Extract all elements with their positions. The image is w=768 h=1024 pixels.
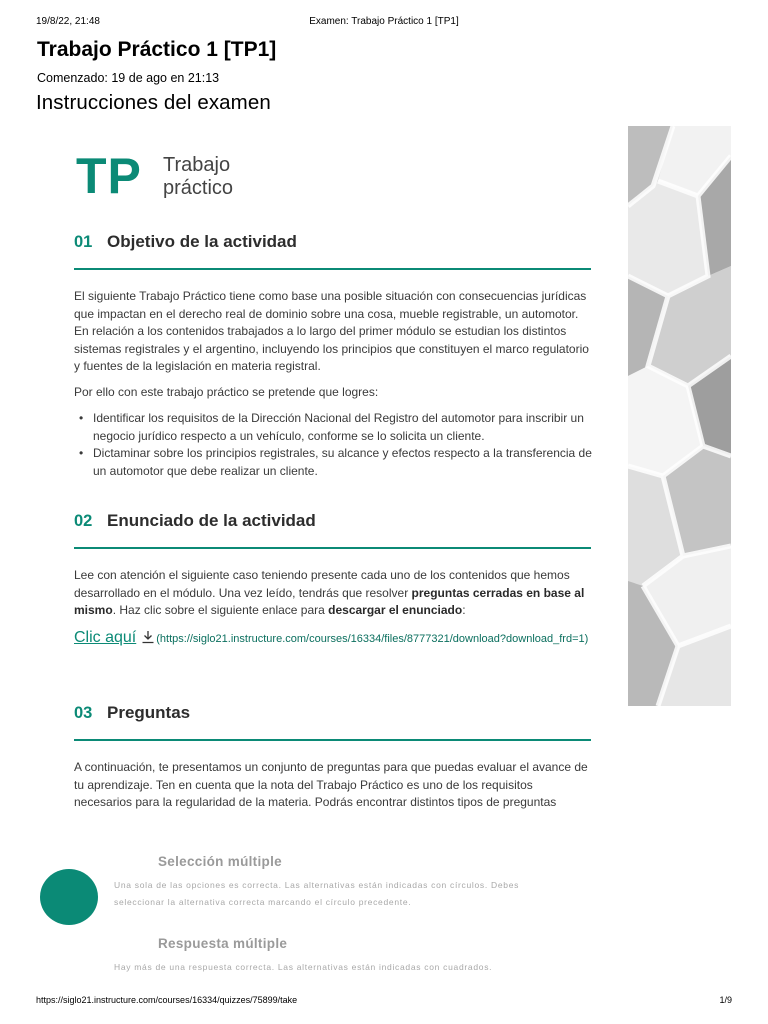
- print-page-number: 1/9: [719, 995, 732, 1005]
- section-title: Enunciado de la actividad: [107, 511, 316, 530]
- started-info: [37, 71, 219, 85]
- download-url[interactable]: (https://siglo21.instructure.com/courses/16334/files/8777321/download?download_frd=1): [156, 633, 589, 645]
- section-title: Preguntas: [107, 703, 191, 722]
- list-item: • Identificar los requisitos de la Dirección Nacional del Registro del automotor para inscribir un negocio jurídico respecto a un vehículo, conforme se lo solicita un cliente.: [79, 410, 594, 445]
- exam-title: Trabajo Práctico 1 [TP1]: [37, 38, 277, 61]
- print-url: https://siglo21.instructure.com/courses/16334/quizzes/75899/take: [36, 995, 298, 1005]
- section-divider: [74, 268, 591, 270]
- started-value: 19 de ago en 21:13: [111, 71, 220, 85]
- section-title: Objetivo de la actividad: [107, 232, 297, 251]
- print-footer: [36, 995, 732, 1009]
- section-number: 03: [74, 704, 93, 722]
- tp-logo-letters: TP: [76, 148, 142, 204]
- qtype-desc-respuesta: Hay más de una respuesta correcta. Las alternativas están indicadas con cuadrados.: [114, 962, 493, 972]
- qtype-title-seleccion: Selección múltiple: [158, 854, 282, 869]
- enunciado-paragraph: Lee con atención el siguiente caso teniendo presente cada uno de los contenidos que hemos desarrollado en el módulo. Una vez leído, tendrás que resolver preguntas cerradas en base al mismo. Haz clic sobre el siguiente enlace para descargar el enunciado:: [74, 568, 585, 618]
- section-objetivo: [74, 229, 591, 259]
- objetivo-paragraph: El siguiente Trabajo Práctico tiene como base una posible situación con consecuencias jurídicas que impactan en el derecho real de dominio sobre una cosa, mueble registrable, un automotor. En relación a los contenidos trabajados a lo largo del primer módulo se estudian los distintos sistemas registrales y el argentino, incluyendo los principios que constituyen el marco regulatorio y fuentes de la legislación en materia registral.: [74, 289, 589, 374]
- bold-text: preguntas cerradas en base al mismo: [74, 585, 585, 618]
- section-divider: [74, 739, 591, 741]
- download-link[interactable]: Clic aquí: [74, 629, 137, 646]
- section-preguntas: [74, 700, 591, 730]
- qtype-title-respuesta: Respuesta múltiple: [158, 936, 288, 951]
- started-label: Comenzado:: [37, 71, 108, 85]
- print-page-title: Examen: Trabajo Práctico 1 [TP1]: [309, 16, 459, 27]
- tp-logo-word-1: Trabajo: [163, 154, 231, 176]
- print-header: [36, 16, 732, 30]
- download-icon[interactable]: [141, 630, 155, 644]
- bold-text: descargar el enunciado: [328, 603, 463, 618]
- tp-logo-word-2: práctico: [163, 177, 234, 199]
- tp-logo-words: [163, 154, 233, 200]
- section-number: 01: [74, 233, 93, 251]
- preguntas-paragraph: A continuación, te presentamos un conjunto de preguntas para que puedas evaluar el avance de tu aprendizaje. Ten en cuenta que la nota del Trabajo Práctico es uno de los requisitos necesarios para la regularidad de la materia. Podrás encontrar distintos tipos de preguntas: [74, 760, 588, 810]
- objetivo-intro: Por ello con este trabajo práctico se pretende que logres:: [74, 385, 379, 399]
- section-heading: [74, 229, 591, 259]
- qtype-desc-seleccion: Una sola de las opciones es correcta. Las alternativas están indicadas con círculos. Debes seleccionar la alternativa correcta marcando el círculo precedente.: [114, 880, 520, 907]
- section-number: 02: [74, 512, 93, 530]
- section-heading: [74, 508, 591, 538]
- list-item: • Dictaminar sobre los principios registrales, su alcance y efectos respecto a la transferencia de un automotor que debe realizar un cliente.: [79, 445, 594, 480]
- objetivo-list: [79, 410, 594, 480]
- instructions-title: Instrucciones del examen: [36, 91, 271, 114]
- teal-circle-graphic: [40, 869, 98, 925]
- section-heading: [74, 700, 591, 730]
- section-enunciado: [74, 508, 591, 538]
- download-link-block: [74, 629, 594, 648]
- print-datetime: 19/8/22, 21:48: [36, 16, 100, 27]
- decorative-image: [628, 126, 731, 706]
- section-divider: [74, 547, 591, 549]
